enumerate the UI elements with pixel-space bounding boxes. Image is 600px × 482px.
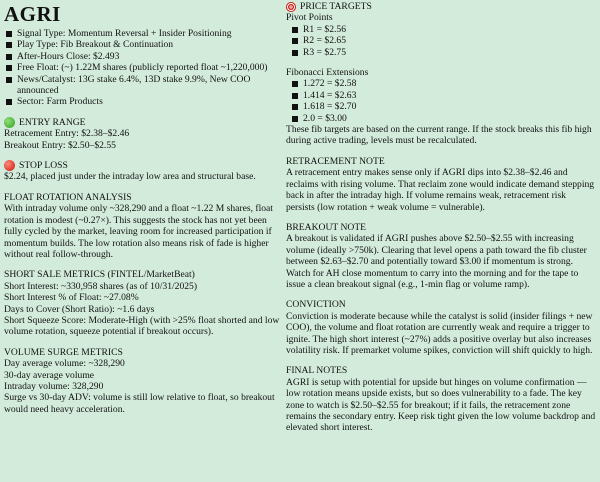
conviction-heading: CONVICTION <box>286 299 346 311</box>
right-column <box>286 0 596 434</box>
square-bullet-icon <box>292 38 298 44</box>
pivot-points-label: Pivot Points <box>286 12 333 24</box>
square-bullet-icon <box>292 104 298 110</box>
square-bullet-icon <box>6 99 12 105</box>
list-item: 1.414 = $2.63 <box>290 90 596 101</box>
list-item: News/Catalyst: 13G stake 6.4%, 13D stake 9.9%, New COO announced <box>4 74 284 97</box>
retracement-note-text: A retracement entry makes sense only if AGRI dips into $2.38–$2.46 and reclaims with rising volume. That reclaim zone would indicate demand stepping back in after the intraday high. If volume remains weak, retracement risk persists (low rotation + weak volume = vulnerable). <box>286 167 595 213</box>
stop-loss-section <box>4 160 284 183</box>
entry-range-section <box>4 117 284 151</box>
square-bullet-icon <box>6 31 12 37</box>
thirty-day-avg-volume: 30-day average volume <box>4 369 95 381</box>
square-bullet-icon <box>6 54 12 60</box>
square-bullet-icon <box>6 65 12 71</box>
day-avg-volume: Day average volume: ~328,290 <box>4 358 125 370</box>
entry-range-heading: ENTRY RANGE <box>4 117 284 128</box>
retracement-note-heading: RETRACEMENT NOTE <box>286 155 385 167</box>
list-item: R2 = $2.65 <box>290 35 596 46</box>
square-bullet-icon <box>292 81 298 87</box>
square-bullet-icon <box>292 116 298 122</box>
list-item: 1.272 = $2.58 <box>290 78 596 89</box>
short-interest: Short Interest: ~330,958 shares (as of 10/31/2025) <box>4 280 198 292</box>
conviction-text: Conviction is moderate because while the catalyst is solid (insider filings + new COO), the volume and float rotation are currently weak and require a trigger to ignite. The high short interest (~27%) adds a positive overlay but also increases volatility risk. If premarket volume spikes, conviction will shift quickly to high. <box>286 310 593 356</box>
list-item: Sector: Farm Products <box>4 96 284 107</box>
short-interest-pct: Short Interest % of Float: ~27.08% <box>4 292 139 304</box>
stop-loss-text: $2.24, placed just under the intraday low area and structural base. <box>4 171 256 183</box>
list-item: R3 = $2.75 <box>290 47 596 58</box>
price-targets-heading: PRICE TARGETS <box>286 1 596 12</box>
green-circle-icon <box>4 117 15 128</box>
short-sale-section <box>4 269 284 337</box>
list-item: R1 = $2.56 <box>290 24 596 35</box>
list-item: Play Type: Fib Breakout & Continuation <box>4 39 284 50</box>
retracement-note-section <box>286 156 596 213</box>
target-icon <box>286 2 296 12</box>
days-to-cover: Days to Cover (Short Ratio): ~1.6 days <box>4 303 155 315</box>
intraday-volume: Intraday volume: 328,290 <box>4 380 104 392</box>
fib-note: These fib targets are based on the current range. If the stock breaks this fib high during active trading, levels must be recalculated. <box>286 124 592 147</box>
square-bullet-icon <box>6 77 12 83</box>
float-rotation-heading: FLOAT ROTATION ANALYSIS <box>4 191 132 203</box>
surge-vs-adv: Surge vs 30-day ADV: volume is still low relative to float, so breakout would need heavy acceleration. <box>4 392 275 415</box>
short-sale-heading: SHORT SALE METRICS (FINTEL/MarketBeat) <box>4 269 195 281</box>
breakout-entry: Breakout Entry: $2.50–$2.55 <box>4 139 116 151</box>
float-rotation-text: With intraday volume only ~328,290 and a float ~1.22 M shares, float rotation is modest (~0.27×). This suggests the stock has not yet been fully cycled by the market, leaving room for increased participation if momentum builds. The low rotation also means risk of fade is higher without real follow-through. <box>4 203 273 260</box>
breakout-note-heading: BREAKOUT NOTE <box>286 221 367 233</box>
final-notes-section <box>286 365 596 433</box>
retracement-entry: Retracement Entry: $2.38–$2.46 <box>4 128 130 140</box>
list-item: After-Hours Close: $2.493 <box>4 51 284 62</box>
breakout-note-text: A breakout is validated if AGRI pushes above $2.50–$2.55 with increasing volume (ideally >750k). Clearing that level opens a path toward the fib cluster between $2.63–$2.70 and potentially toward $3.00 if momentum is strong. Watch for AH close momentum to carry into the morning and for the tape to issue a clean breakout signal (e.g., 1-min flag or volume ramp). <box>286 233 587 290</box>
price-targets-section <box>286 1 596 147</box>
breakout-note-section <box>286 222 596 290</box>
list-item: 1.618 = $2.70 <box>290 101 596 112</box>
list-item: 2.0 = $3.00 <box>290 113 596 124</box>
summary-list <box>4 28 284 108</box>
ticker-title: AGRI <box>4 2 61 26</box>
stop-loss-heading: STOP LOSS <box>4 160 284 171</box>
list-item: Free Float: (~) 1.22M shares (publicly reported float ~1,220,000) <box>4 62 284 73</box>
volume-surge-heading: VOLUME SURGE METRICS <box>4 346 123 358</box>
square-bullet-icon <box>292 93 298 99</box>
final-notes-heading: FINAL NOTES <box>286 365 348 377</box>
conviction-section <box>286 299 596 356</box>
list-item: Signal Type: Momentum Reversal + Insider Positioning <box>4 28 284 39</box>
float-rotation-section <box>4 192 284 260</box>
volume-surge-section <box>4 347 284 415</box>
red-circle-icon <box>4 160 15 171</box>
square-bullet-icon <box>292 50 298 56</box>
fib-extensions-label: Fibonacci Extensions <box>286 67 369 79</box>
squeeze-score: Short Squeeze Score: Moderate-High (with >25% float shorted and low volume rotation, squeeze potential if breakout occurs). <box>4 314 280 338</box>
final-notes-text: AGRI is setup with potential for upside but hinges on volume confirmation — low rotation means upside exists, but so does vulnerability to a fade. The key zone to watch is $2.50–$2.55 for breakout; if it fails, the retracement zone remains the secondary entry. Keep risk tight given the low volume backdrop and elevated short interest. <box>286 376 596 434</box>
square-bullet-icon <box>6 42 12 48</box>
left-column <box>4 0 284 415</box>
square-bullet-icon <box>292 27 298 33</box>
